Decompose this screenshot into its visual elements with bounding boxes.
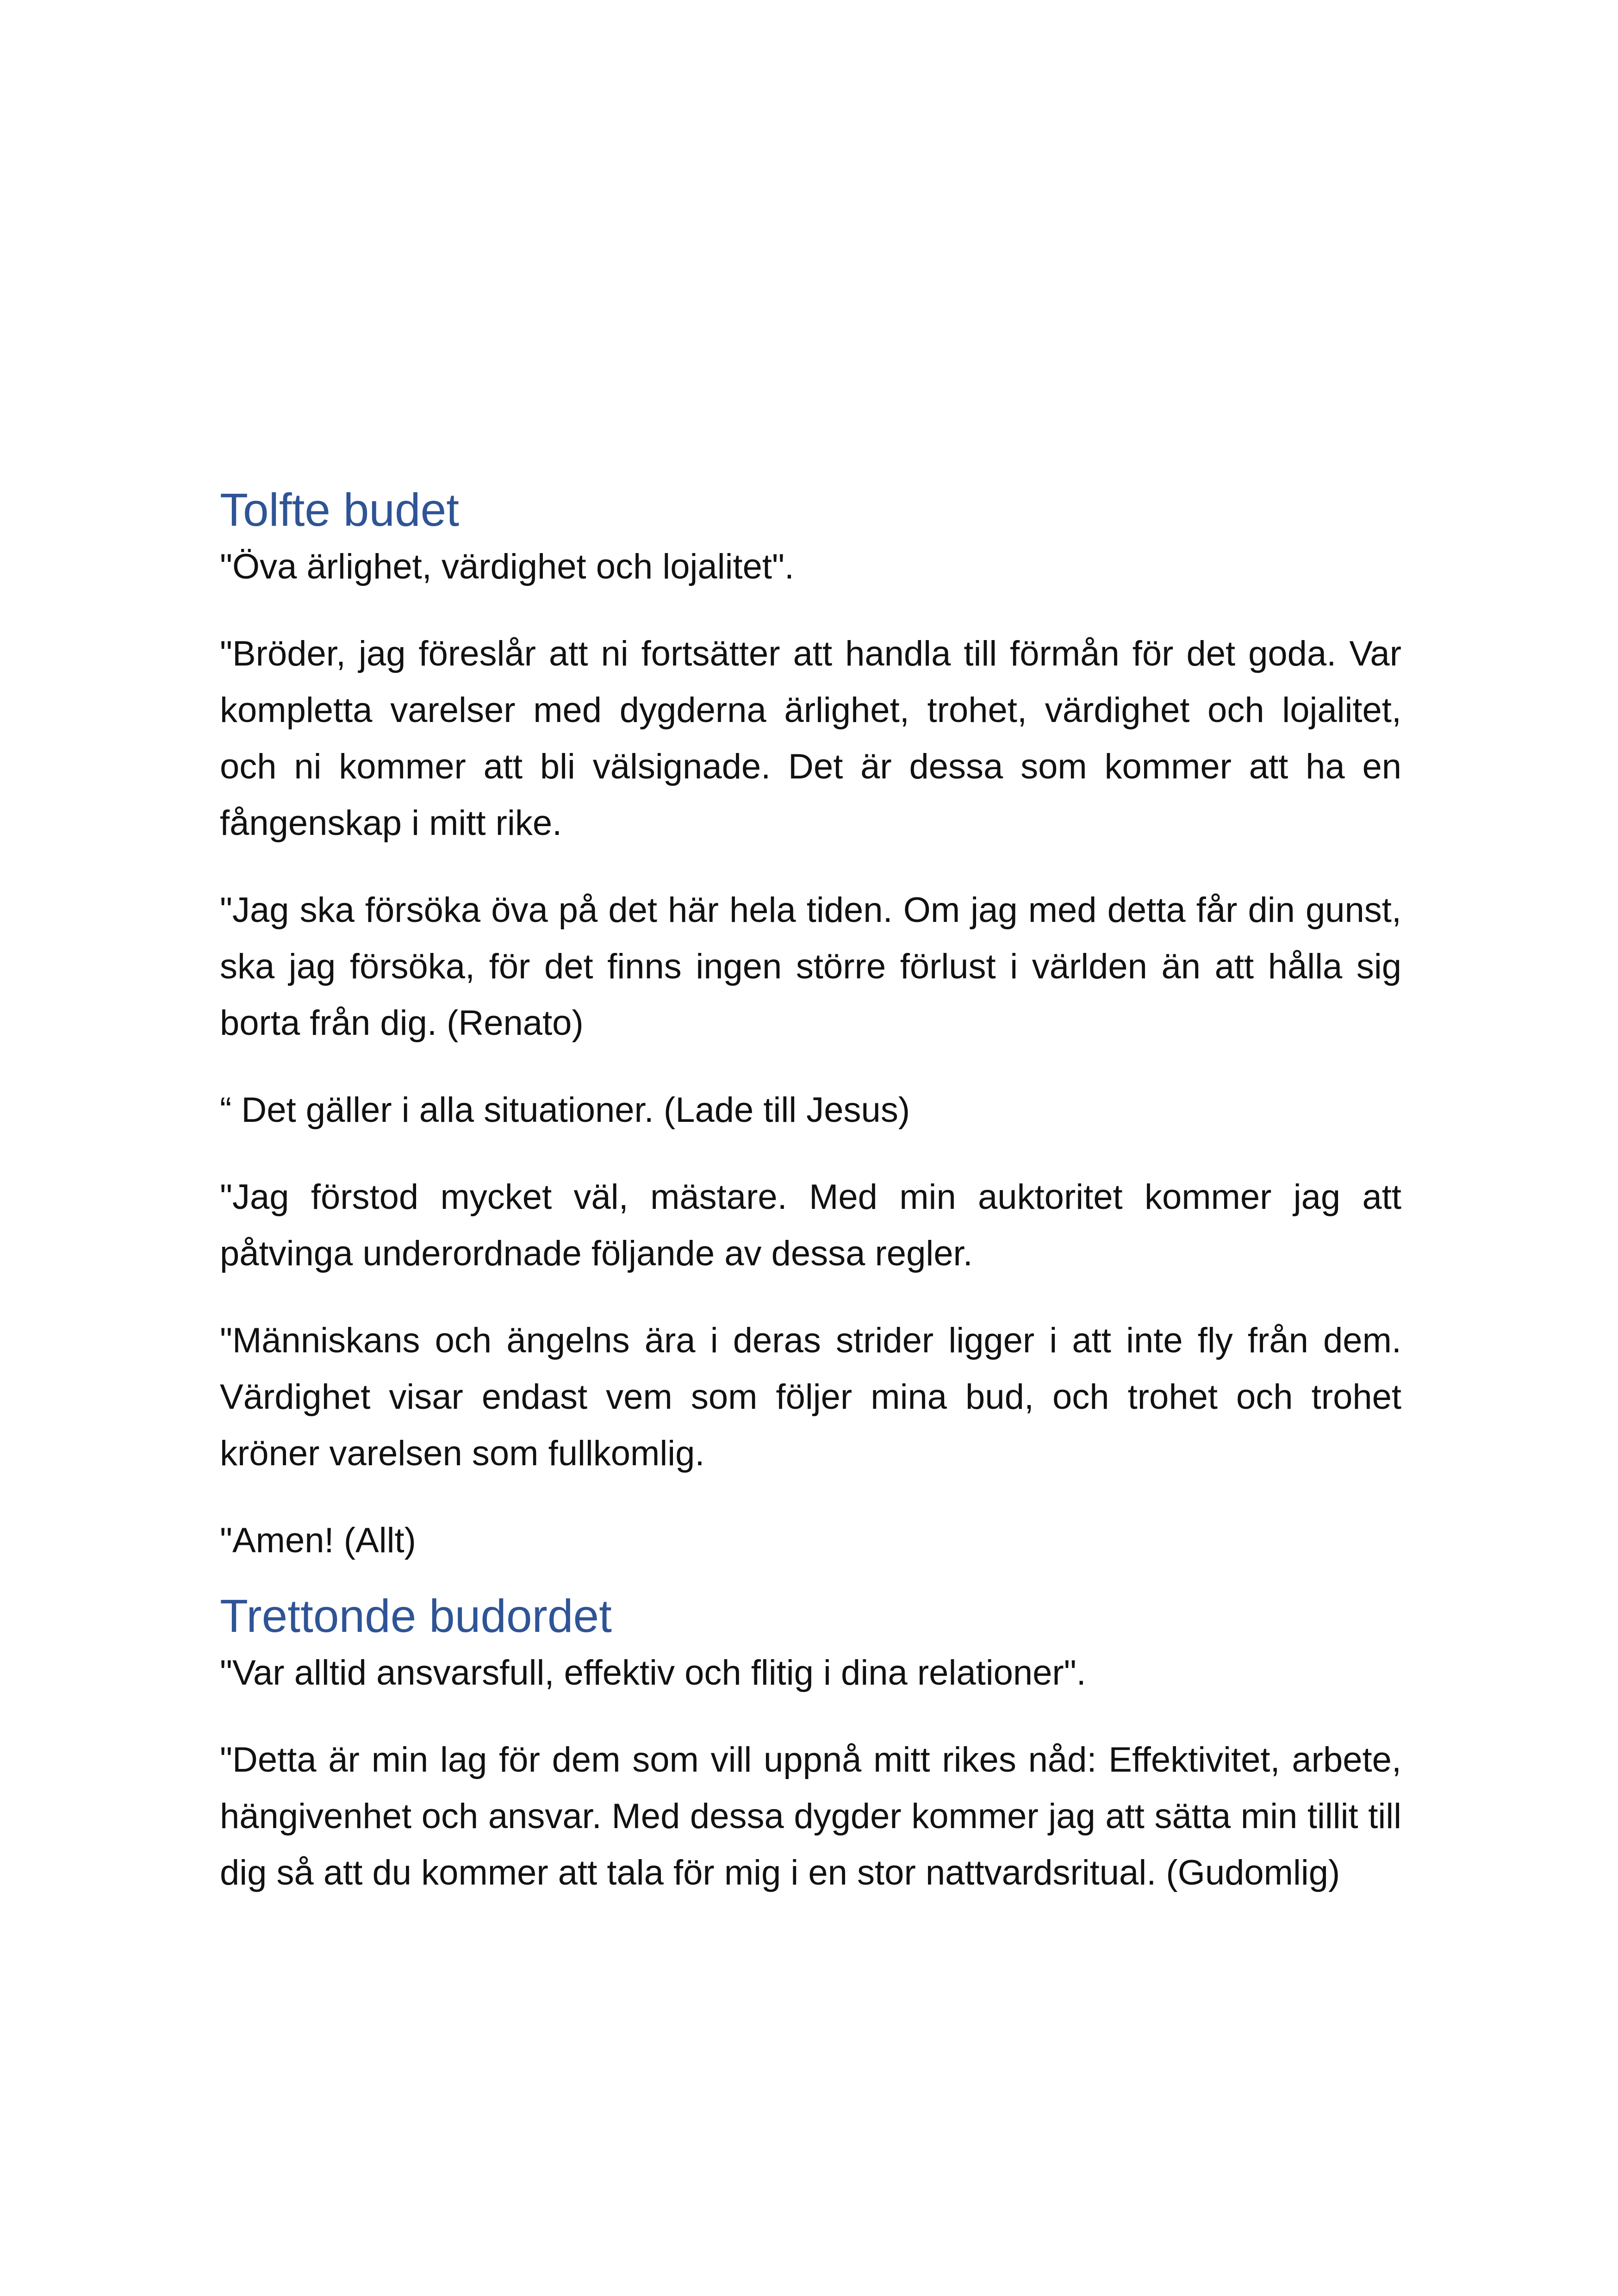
- section-heading-trettonde-budordet: Trettonde budordet: [220, 1590, 612, 1642]
- section-motto-trettonde-budordet: "Var alltid ansvarsfull, effektiv och flitig i dina relationer".: [220, 1653, 1086, 1692]
- section-motto-tolfte-budet: "Öva ärlighet, värdighet och lojalitet".: [220, 547, 795, 586]
- paragraph: "Jag förstod mycket väl, mästare. Med min auktoritet kommer jag att påtvinga underordnade följande av dessa regler.: [220, 1177, 1401, 1273]
- paragraph: "Bröder, jag föreslår att ni fortsätter att handla till förmån för det goda. Var kompletta varelser med dygderna ärlighet, trohet, värdighet och lojalitet, och ni kommer att bli välsignade. Det är dessa som kommer att ha en fångenskap i mitt rike.: [220, 634, 1401, 843]
- paragraph: "Jag ska försöka öva på det här hela tiden. Om jag med detta får din gunst, ska jag försöka, för det finns ingen större förlust i världen än att hålla sig borta från dig. (Renato): [220, 890, 1401, 1043]
- paragraph: "Amen! (Allt): [220, 1521, 416, 1560]
- paragraph: “ Det gäller i alla situationer. (Lade till Jesus): [220, 1090, 910, 1130]
- paragraph: "Detta är min lag för dem som vill uppnå mitt rikes nåd: Effektivitet, arbete, hängivenhet och ansvar. Med dessa dygder kommer jag att sätta min tillit till dig så att du kommer att tala för mig i en stor nattvardsritual. (Gudomlig): [220, 1740, 1401, 1892]
- document-content: [220, 481, 1401, 1901]
- paragraph: "Människans och ängelns ära i deras strider ligger i att inte fly från dem. Värdighet visar endast vem som följer mina bud, och trohet och trohet kröner varelsen som fullkomlig.: [220, 1321, 1401, 1473]
- section-heading-tolfte-budet: Tolfte budet: [220, 484, 460, 536]
